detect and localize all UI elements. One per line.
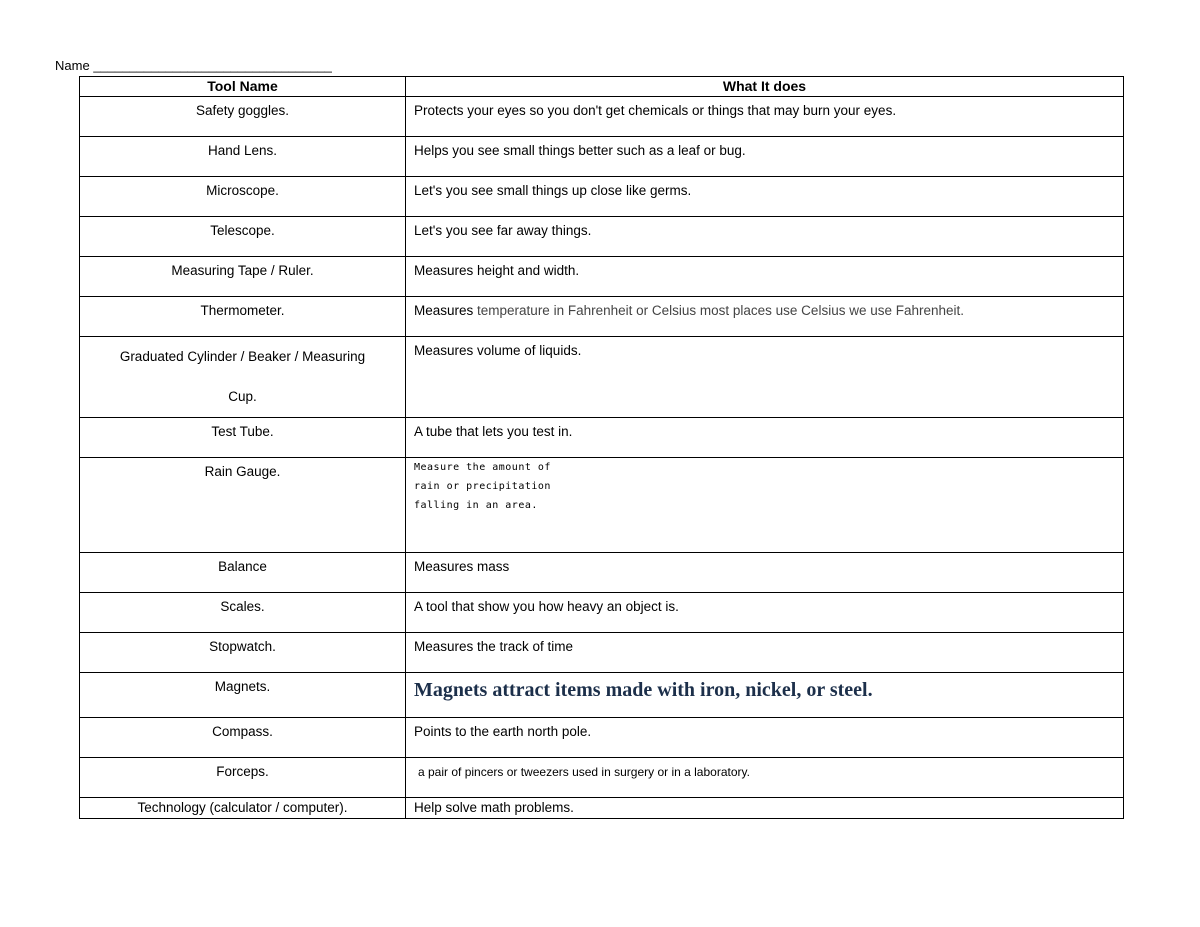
magnets-description-text: Magnets attract items made with iron, nickel, or steel.	[414, 679, 873, 701]
tool-name-cell: Safety goggles.	[80, 97, 406, 137]
tool-name-cell: Test Tube.	[80, 418, 406, 458]
tool-description-cell	[406, 458, 1124, 553]
tool-description-cell: Measures height and width.	[406, 257, 1124, 297]
name-blank-line[interactable]: _________________________________	[93, 58, 332, 73]
tool-description-cell: Measures the track of time	[406, 633, 1124, 673]
tool-name-cell: Measuring Tape / Ruler.	[80, 257, 406, 297]
tool-name-cell: Stopwatch.	[80, 633, 406, 673]
tool-description-cell: Points to the earth north pole.	[406, 718, 1124, 758]
tool-name-cell: Compass.	[80, 718, 406, 758]
tool-description-cell	[406, 758, 1124, 798]
table-header-row	[80, 77, 1124, 97]
science-tools-table	[79, 76, 1124, 819]
table-row	[80, 418, 1124, 458]
tool-name-cell: Forceps.	[80, 758, 406, 798]
tool-name-cell: Rain Gauge.	[80, 458, 406, 553]
tool-description-cell: Let's you see far away things.	[406, 217, 1124, 257]
handwritten-line-1: Measure the amount of	[414, 462, 551, 473]
tool-name-line-1: Graduated Cylinder / Beaker / Measuring	[119, 349, 366, 364]
table-row	[80, 458, 1124, 553]
tool-name-cell: Magnets.	[80, 673, 406, 718]
tool-description-cell: A tool that show you how heavy an object is.	[406, 593, 1124, 633]
tool-description-cell	[406, 673, 1124, 718]
tool-description-cell: Measures volume of liquids.	[406, 337, 1124, 418]
table-row	[80, 337, 1124, 418]
table-row	[80, 673, 1124, 718]
description-text-grey: temperature in Fahrenheit or Celsius most places use Celsius we use Fahrenheit.	[477, 303, 965, 318]
table-row	[80, 758, 1124, 798]
column-header-what-it-does: What It does	[406, 77, 1124, 97]
tool-description-cell: Helps you see small things better such as a leaf or bug.	[406, 137, 1124, 177]
tool-name-cell: Technology (calculator / computer).	[80, 798, 406, 819]
tool-description-cell: Let's you see small things up close like germs.	[406, 177, 1124, 217]
tool-name-cell: Microscope.	[80, 177, 406, 217]
table-row	[80, 177, 1124, 217]
table-row	[80, 257, 1124, 297]
name-field	[55, 58, 332, 74]
tool-description-cell: Protects your eyes so you don't get chemicals or things that may burn your eyes.	[406, 97, 1124, 137]
table-row	[80, 137, 1124, 177]
table-row	[80, 798, 1124, 819]
tool-description-cell	[406, 297, 1124, 337]
tool-description-cell: Measures mass	[406, 553, 1124, 593]
table-row	[80, 633, 1124, 673]
table-row	[80, 97, 1124, 137]
tool-name-cell: Scales.	[80, 593, 406, 633]
tool-description-cell: Help solve math problems.	[406, 798, 1124, 819]
table-row	[80, 718, 1124, 758]
description-text: Measures	[414, 303, 478, 318]
table-row	[80, 553, 1124, 593]
table-row	[80, 297, 1124, 337]
description-text-small: a pair of pincers or tweezers used in surgery or in a laboratory.	[418, 765, 750, 779]
tool-name-cell: Thermometer.	[80, 297, 406, 337]
table-row	[80, 593, 1124, 633]
tool-name-cell: Telescope.	[80, 217, 406, 257]
column-header-tool-name: Tool Name	[80, 77, 406, 97]
tool-name-cell	[80, 337, 406, 418]
tool-description-cell: A tube that lets you test in.	[406, 418, 1124, 458]
tool-name-cell: Balance	[80, 553, 406, 593]
table-row	[80, 217, 1124, 257]
handwritten-line-2: rain or precipitation	[414, 481, 551, 492]
tool-name-cell: Hand Lens.	[80, 137, 406, 177]
handwritten-line-3: falling in an area.	[414, 500, 538, 511]
tool-name-line-2: Cup.	[228, 389, 257, 404]
name-label: Name	[55, 58, 90, 73]
